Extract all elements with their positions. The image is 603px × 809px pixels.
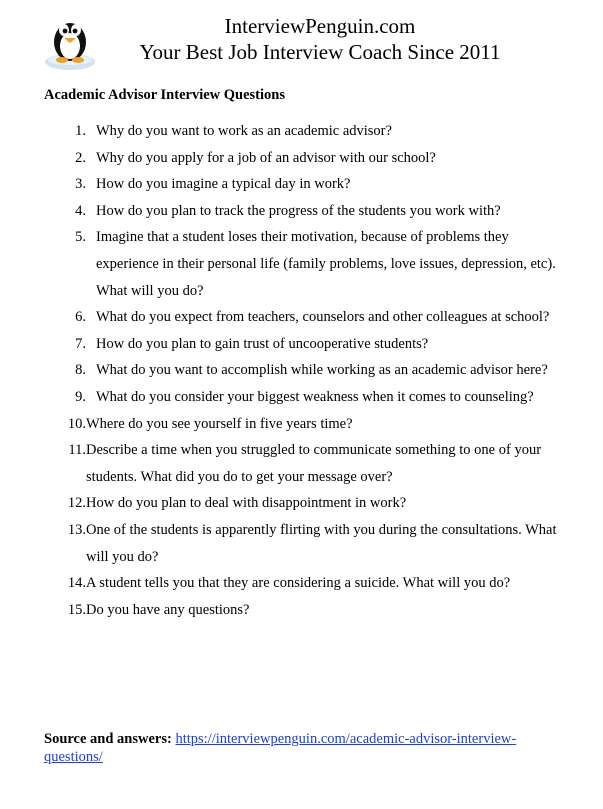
question-number: 13. (67, 521, 86, 538)
question-item (62, 224, 562, 304)
question-number: 11. (68, 442, 86, 459)
question-text: A student tells you that they are considering a suicide. What will you do? (86, 575, 511, 592)
source-link[interactable]: https://interviewpenguin.com/academic-advisor-interview-questions/ (44, 731, 517, 765)
question-item (62, 171, 562, 198)
question-text: What do you consider your biggest weakness when it comes to counseling? (96, 388, 534, 405)
question-text: What do you want to accomplish while working as an academic advisor here? (96, 362, 548, 379)
question-item (62, 145, 562, 172)
question-item (62, 304, 562, 331)
tagline: Your Best Job Interview Coach Since 2011 (139, 40, 501, 64)
question-item (62, 198, 562, 225)
question-text: Where do you see yourself in five years time? (86, 415, 353, 432)
question-item (62, 437, 562, 490)
site-name: InterviewPenguin.com (224, 14, 416, 38)
question-number: 8. (75, 362, 86, 379)
question-text: How do you plan to gain trust of uncooperative students? (96, 335, 429, 352)
question-item (62, 490, 562, 517)
question-number: 15. (67, 601, 86, 618)
source-line (44, 730, 564, 766)
question-number: 3. (75, 176, 86, 193)
question-item (62, 597, 562, 624)
question-item (62, 570, 562, 597)
question-text: How do you plan to deal with disappointment in work? (86, 495, 407, 512)
question-text: Imagine that a student loses their motivation, because of problems they experience in their personal life (family problems, love issues, depression, etc). What will you do? (96, 229, 556, 299)
question-number: 4. (75, 202, 86, 219)
question-number: 10. (67, 415, 86, 432)
question-text: What do you expect from teachers, counselors and other colleagues at school? (96, 309, 550, 326)
question-text: Why do you want to work as an academic advisor? (96, 123, 392, 139)
question-item (62, 384, 562, 411)
question-text: Describe a time when you struggled to communicate something to one of your students. What did you do to get your message over? (86, 442, 542, 485)
question-list (62, 118, 562, 623)
question-text: How do you plan to track the progress of the students you work with? (96, 202, 501, 219)
penguin-logo-icon (44, 10, 96, 72)
question-item (62, 118, 562, 145)
document-header (0, 0, 603, 80)
question-item (62, 357, 562, 384)
question-item (62, 331, 562, 358)
question-text: One of the students is apparently flirting with you during the consultations. What will you do? (86, 521, 557, 565)
question-text: Do you have any questions? (86, 601, 250, 618)
question-number: 12. (67, 495, 86, 512)
question-number: 6. (75, 309, 86, 326)
question-text: Why do you apply for a job of an advisor with our school? (96, 149, 436, 166)
question-number: 14. (67, 575, 86, 592)
question-text: How do you imagine a typical day in work? (96, 176, 351, 193)
question-number: 9. (75, 388, 86, 405)
question-number: 7. (75, 335, 86, 352)
question-item (62, 411, 562, 438)
question-number: 5. (75, 229, 86, 246)
section-title: Academic Advisor Interview Questions (44, 87, 285, 103)
question-item (62, 517, 562, 570)
source-label: Source and answers: (44, 731, 172, 747)
question-number: 1. (75, 123, 86, 139)
question-number: 2. (75, 149, 86, 166)
